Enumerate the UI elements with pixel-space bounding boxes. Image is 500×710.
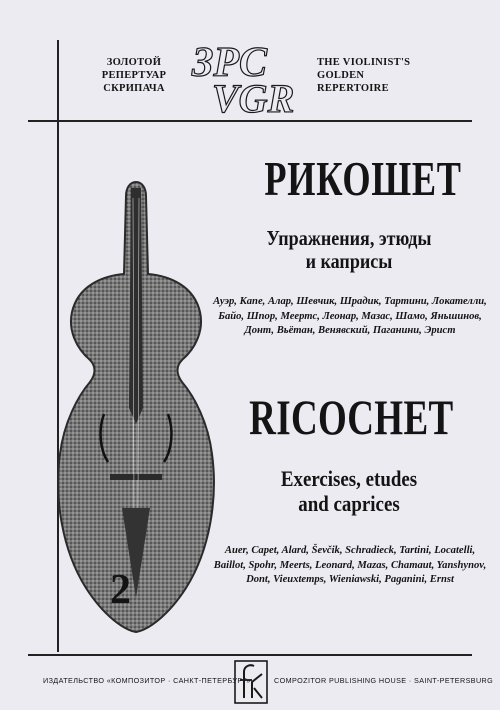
subtitle-line: Упражнения, этюды bbox=[266, 226, 432, 250]
series-name-ru bbox=[88, 56, 180, 95]
svg-text:ЗРС: ЗРС bbox=[192, 40, 268, 86]
bottom-rule bbox=[28, 654, 472, 656]
authors-ru: Ауэр, Капе, Алар, Шевчик, Шрадик, Тартини, Локателли, Байо, Шпор, Меертс, Леонар, Мазас, Шамо, Яньшинов, Донт, Вьётан, Венявский, Паганини, Эрист bbox=[213, 296, 487, 337]
publisher-ru: ИЗДАТЕЛЬСТВО «КОМПОЗИТОР · САНКТ-ПЕТЕРБУРГ» bbox=[43, 676, 251, 685]
top-rule bbox=[28, 120, 472, 122]
subtitle-line: and caprices bbox=[298, 491, 400, 516]
authors-en: Auer, Capet, Alard, Ševčik, Schradieck, Tartini, Locatelli, Baillot, Spohr, Meerts, Leonard, Mazas, Chamaut, Yanshynov, Dont, Vieuxtemps, Wieniawski, Paganini, Ernst bbox=[213, 545, 487, 586]
violin-illustration bbox=[38, 178, 234, 648]
subtitle-line: Exercises, etudes bbox=[280, 466, 418, 491]
subtitle-en bbox=[233, 466, 465, 516]
series-line: СКРИПАЧА bbox=[103, 83, 165, 94]
series-line: ЗОЛОТОЙ bbox=[106, 57, 162, 68]
publisher-logo bbox=[234, 660, 268, 704]
series-line: REPERTOIRE bbox=[317, 83, 389, 94]
series-name-en bbox=[317, 56, 437, 95]
subtitle-ru bbox=[233, 227, 465, 273]
svg-text:VGR: VGR bbox=[212, 76, 295, 116]
title-ru: РИКОШЕТ bbox=[264, 151, 462, 206]
subtitle-line: и каприсы bbox=[305, 249, 393, 273]
publisher-en: COMPOZITOR PUBLISHING HOUSE · SAINT-PETERSBURG bbox=[274, 676, 494, 685]
series-line: THE VIOLINIST'S bbox=[317, 57, 411, 68]
series-logo bbox=[186, 38, 316, 116]
series-line: РЕПЕРТУАР bbox=[101, 70, 167, 81]
volume-number: 2 bbox=[110, 567, 131, 613]
title-en: RICOCHET bbox=[249, 389, 454, 445]
series-line: GOLDEN bbox=[317, 70, 365, 81]
